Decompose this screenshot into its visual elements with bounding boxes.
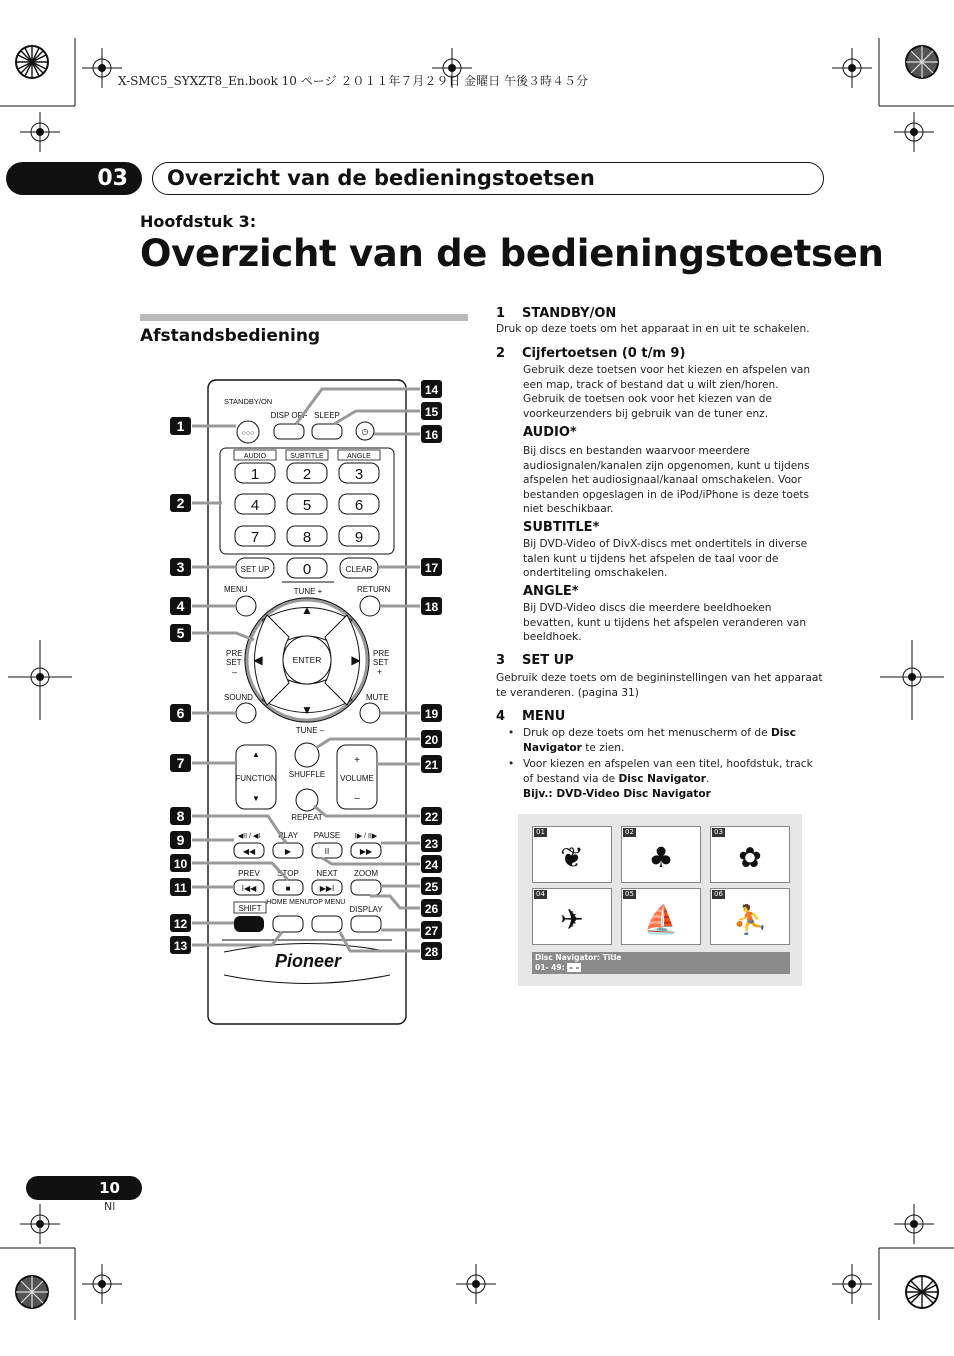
svg-text:◀: ◀ xyxy=(253,653,263,667)
navigator-thumbnail-04[interactable] xyxy=(532,888,612,945)
navigator-status-range: 01- 49: – – xyxy=(535,963,580,972)
item-2-heading: 2 Cijfertoetsen (0 t/m 9) xyxy=(496,346,686,361)
navigator-status-title: Disc Navigator: Title xyxy=(535,953,622,962)
svg-text:▲: ▲ xyxy=(301,603,313,617)
callout-number-9: 9 xyxy=(176,832,185,848)
audio-heading: AUDIO* xyxy=(523,425,577,440)
top-menu-label: TOP MENU xyxy=(308,899,346,906)
starburst-mark-top-right xyxy=(904,44,940,80)
starburst-mark-bottom-right xyxy=(904,1274,940,1310)
tune-plus-label: TUNE + xyxy=(293,587,323,596)
skater-icon: ⛹ xyxy=(732,903,768,936)
digit-label-0: 0 xyxy=(302,561,312,578)
svg-text:▼: ▼ xyxy=(252,794,260,803)
standby-label: STANDBY/ON xyxy=(224,397,273,406)
clear-label: CLEAR xyxy=(345,565,373,574)
svg-text:◀II / ◀I: ◀II / ◀I xyxy=(237,833,261,840)
crosshair-mark-right-upper xyxy=(894,112,934,152)
preset-right-label: PRE xyxy=(373,649,390,658)
thumbnail-number: 03 xyxy=(714,828,723,836)
section-heading: Afstandsbediening xyxy=(140,326,321,346)
thumbnail-number: 02 xyxy=(625,828,634,836)
function-label: FUNCTION xyxy=(235,774,277,783)
item-1-description: Druk op deze toets om het apparaat in en uit te schakelen. xyxy=(496,323,810,335)
subtitle-description: Bij DVD-Video of DivX-discs met ondertitels in diverse talen kunt u tijdens het afspelen de taal voor de ondertiteling omschakelen. xyxy=(523,538,808,580)
svg-text:◀◀: ◀◀ xyxy=(242,847,256,856)
callout-number-10: 10 xyxy=(173,857,188,871)
callout-number-6: 6 xyxy=(176,705,185,721)
callout-number-27: 27 xyxy=(424,924,439,938)
callout-number-3: 3 xyxy=(176,559,185,575)
sleep-label: SLEEP xyxy=(314,411,340,420)
setup-label: SET UP xyxy=(240,565,270,574)
thumbnail-number: 06 xyxy=(714,890,723,898)
svg-text:■: ■ xyxy=(285,884,291,893)
navigator-thumbnail-03[interactable] xyxy=(710,826,790,883)
item-3-description: Gebruik deze toets om de begininstellingen van het apparaat te veranderen. (pagina 31) xyxy=(496,672,823,699)
display-label: DISPLAY xyxy=(349,905,383,914)
stop-label: STOP xyxy=(277,869,299,878)
enter-label: ENTER xyxy=(292,655,322,665)
starburst-mark-bottom-left xyxy=(14,1274,50,1310)
crosshair-mark-bottom-center xyxy=(456,1264,496,1304)
shuffle-label: SHUFFLE xyxy=(288,770,326,779)
svg-text:▶▶I: ▶▶I xyxy=(319,884,335,893)
svg-text:I◀◀: I◀◀ xyxy=(241,884,257,893)
angle-description: Bij DVD-Video discs die meerdere beeldhoeken bevatten, kunt u tijdens het afspelen veranderen van beeldhoek. xyxy=(523,602,807,644)
windsurf-icon: ⛵ xyxy=(643,903,679,936)
callout-number-17: 17 xyxy=(424,561,439,575)
crosshair-mark-bottom-left xyxy=(82,1264,122,1304)
remote-control-illustration xyxy=(0,0,470,1040)
page-number: 10 xyxy=(26,1176,142,1200)
leaf-icon: ❦ xyxy=(560,841,584,874)
digit-label-3: 3 xyxy=(354,466,364,483)
item-4-bullet-1: • xyxy=(508,727,515,739)
preset-left-label: PRE xyxy=(226,649,243,658)
callout-number-8: 8 xyxy=(176,808,185,824)
navigator-thumbnail-06[interactable] xyxy=(710,888,790,945)
subtitle-label: SUBTITLE xyxy=(290,453,324,460)
return-label: RETURN xyxy=(357,585,391,594)
pioneer-logo: Pioneer xyxy=(274,951,342,971)
pause-label: PAUSE xyxy=(313,831,341,840)
svg-text:II: II xyxy=(324,847,330,856)
callout-number-18: 18 xyxy=(424,600,439,614)
language-code: Nl xyxy=(104,1200,116,1213)
digit-label-7: 7 xyxy=(250,529,260,546)
callout-number-13: 13 xyxy=(173,939,188,953)
callout-number-11: 11 xyxy=(174,881,187,895)
navigator-thumbnail-05[interactable] xyxy=(621,888,701,945)
digit-label-1: 1 xyxy=(250,466,260,483)
preset-right-label-2: SET xyxy=(373,658,389,667)
angle-label: ANGLE xyxy=(347,453,371,460)
svg-text:▶▶: ▶▶ xyxy=(359,847,373,856)
home-menu-label: HOME MENU xyxy=(266,899,310,906)
angle-heading: ANGLE* xyxy=(523,584,579,599)
thumbnail-number: 04 xyxy=(536,890,545,898)
crosshair-mark-right-middle xyxy=(880,640,944,720)
callout-number-1: 1 xyxy=(176,418,185,434)
crosshair-mark-bottom-left-upper xyxy=(20,1204,60,1244)
callout-number-19: 19 xyxy=(424,707,439,721)
item-4-bullet-1-text: Druk op deze toets om het menuscherm of de Disc Navigator te zien. xyxy=(523,727,797,754)
prev-label: PREV xyxy=(238,869,260,878)
callout-number-21: 21 xyxy=(424,758,439,772)
mute-label: MUTE xyxy=(366,693,389,702)
digit-label-2: 2 xyxy=(302,466,312,483)
item-3-heading: 3 SET UP xyxy=(496,653,574,668)
callout-number-25: 25 xyxy=(424,880,439,894)
navigator-thumbnail-01[interactable] xyxy=(532,826,612,883)
audio-description: Bij discs en bestanden waarvoor meerdere audiosignalen/kanalen zijn opgenomen, kunt u tijdens afspelen het audiosignaal/kanaal omschakelen. Voor bestanden opgeslagen in de iPod/iPhone is deze toets niet beschikbaar. xyxy=(523,445,810,516)
disc-navigator-status xyxy=(532,952,790,974)
callout-number-16: 16 xyxy=(424,428,439,442)
svg-text:▼: ▼ xyxy=(301,703,313,717)
item-4-bullet-2-text: Voor kiezen en afspelen van een titel, hoofdstuk, track of bestand via de Disc Navigator. xyxy=(523,758,813,785)
next-label: NEXT xyxy=(316,869,338,878)
svg-text:▲: ▲ xyxy=(252,750,260,759)
disp-off-label: DISP OFF xyxy=(270,411,308,420)
svg-text:▶: ▶ xyxy=(351,653,361,667)
svg-text:–: – xyxy=(232,667,238,677)
digit-label-9: 9 xyxy=(354,529,364,546)
callout-number-22: 22 xyxy=(424,810,439,824)
digit-label-4: 4 xyxy=(250,497,260,514)
preset-left-label-2: SET xyxy=(226,658,242,667)
thumbnail-number: 01 xyxy=(536,828,545,836)
callout-number-12: 12 xyxy=(173,917,188,931)
item-4-example: Bijv.: DVD-Video Disc Navigator xyxy=(523,788,711,800)
chapter-kicker: Hoofdstuk 3: xyxy=(140,212,257,231)
chapter-title-bar: Overzicht van de bedieningstoetsen xyxy=(152,162,824,195)
svg-text:+: + xyxy=(377,667,383,677)
audio-label: AUDIO xyxy=(243,453,267,460)
callout-number-5: 5 xyxy=(176,625,185,641)
callout-number-26: 26 xyxy=(424,902,439,916)
crosshair-mark-bottom-right-upper xyxy=(894,1204,934,1244)
repeat-label: REPEAT xyxy=(291,813,323,822)
callout-number-2: 2 xyxy=(176,495,185,511)
sound-label: SOUND xyxy=(224,693,253,702)
svg-text:+: + xyxy=(354,755,360,766)
tree-icon: ♣ xyxy=(648,841,674,874)
svg-text:I▶ / II▶: I▶ / II▶ xyxy=(354,833,378,840)
toucan-icon: ✈ xyxy=(560,903,584,936)
file-info-header: X-SMC5_SYXZT8_En.book 10 ページ ２０１１年７月２９日 金曜日 午後３時４５分 xyxy=(118,74,588,88)
crosshair-mark-bottom-right xyxy=(832,1264,872,1304)
svg-text:○○○: ○○○ xyxy=(241,430,255,437)
navigator-thumbnail-02[interactable] xyxy=(621,826,701,883)
callout-number-4: 4 xyxy=(176,598,185,614)
item-4-bullet-2: • xyxy=(508,758,515,770)
thumbnail-number: 05 xyxy=(625,890,634,898)
svg-text:◷: ◷ xyxy=(361,427,369,436)
shift-label: SHIFT xyxy=(238,904,262,913)
callout-number-15: 15 xyxy=(424,405,439,419)
crosshair-mark-top-right xyxy=(832,48,872,88)
menu-label: MENU xyxy=(224,585,248,594)
digit-label-5: 5 xyxy=(302,497,312,514)
item-4-heading: 4 MENU xyxy=(496,709,566,724)
chapter-number-badge: 03 xyxy=(6,162,142,195)
digit-label-8: 8 xyxy=(302,529,312,546)
item-2-description: Gebruik deze toetsen voor het kiezen en afspelen van een map, track of bestand dat u wilt zien/horen. Gebruik de toetsen ook voor het kiezen van de voorkeurzenders bij gebruik van de tuner enz. xyxy=(523,364,811,420)
digit-label-6: 6 xyxy=(354,497,364,514)
zoom-label: ZOOM xyxy=(354,869,378,878)
item-1-heading: 1 STANDBY/ON xyxy=(496,306,617,321)
tune-minus-label: TUNE – xyxy=(295,726,325,735)
lily-icon: ✿ xyxy=(738,841,762,874)
page-title: Overzicht van de bedieningstoetsen xyxy=(140,232,884,275)
svg-text:▶: ▶ xyxy=(284,847,292,856)
subtitle-heading: SUBTITLE* xyxy=(523,520,600,535)
callout-number-28: 28 xyxy=(424,945,439,959)
callout-number-14: 14 xyxy=(424,383,439,397)
callout-number-20: 20 xyxy=(424,733,439,747)
volume-label: VOLUME xyxy=(340,774,374,783)
callout-number-7: 7 xyxy=(176,755,185,771)
svg-text:–: – xyxy=(354,793,360,804)
callout-number-24: 24 xyxy=(424,858,439,872)
play-label: PLAY xyxy=(278,831,298,840)
callout-number-23: 23 xyxy=(424,837,439,851)
